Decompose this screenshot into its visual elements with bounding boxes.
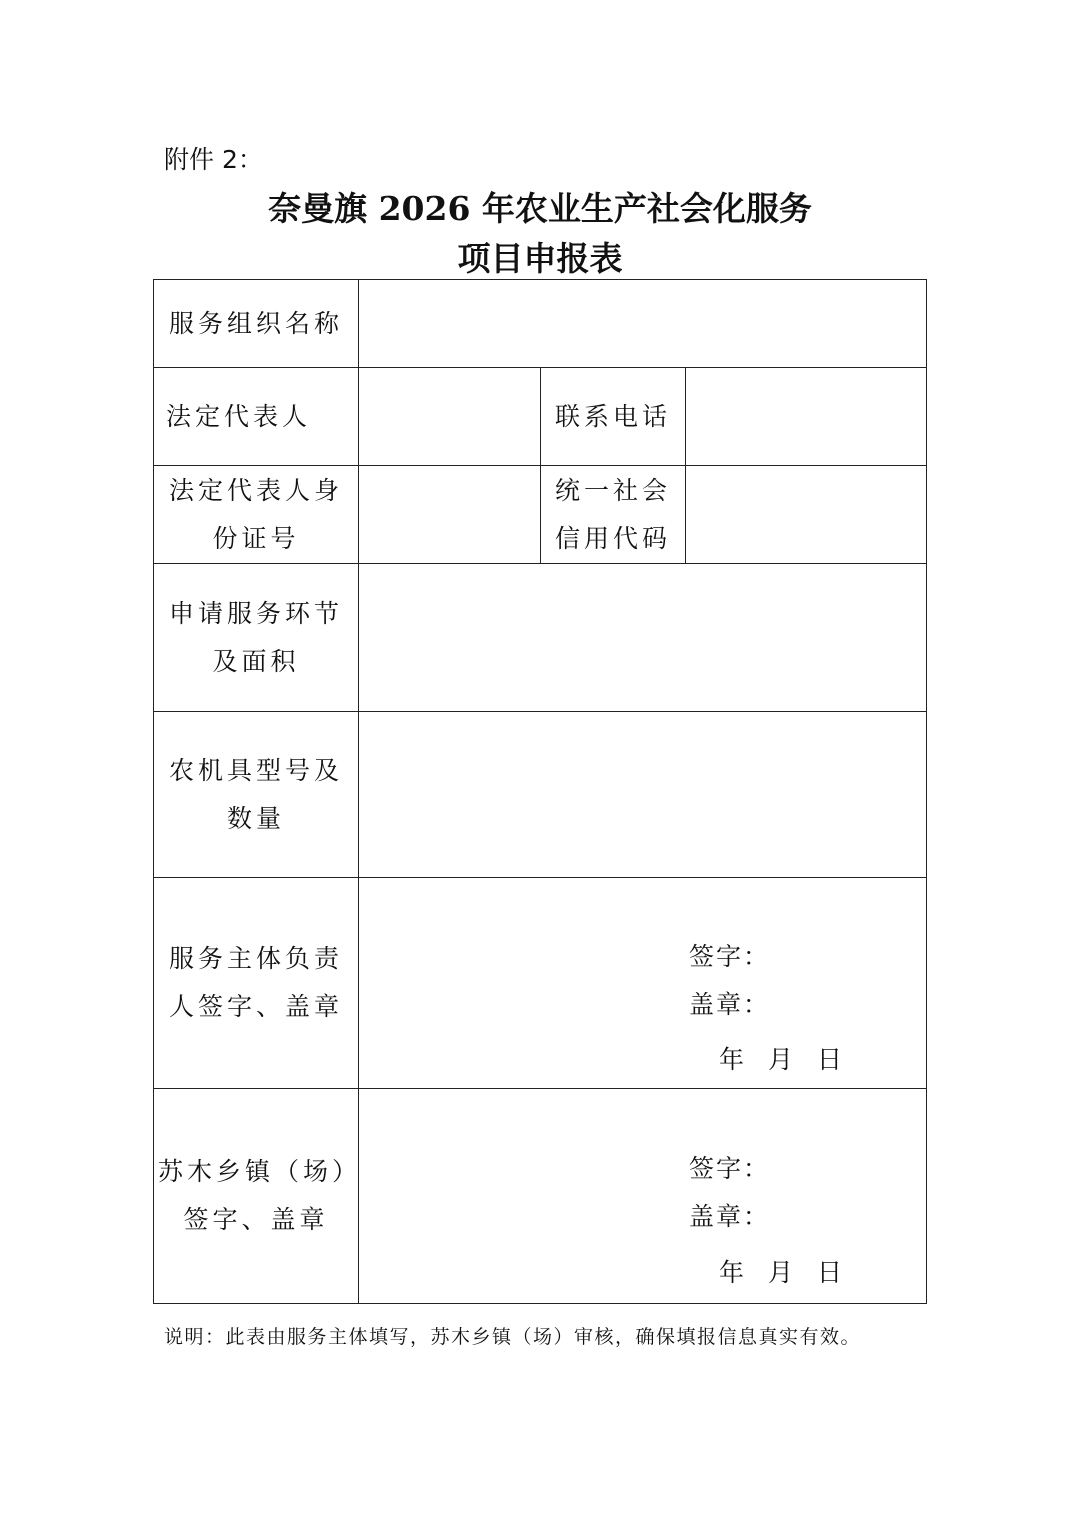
machinery-label-line1: 农机具型号及: [168, 755, 343, 785]
row-machinery: [154, 712, 927, 878]
town-seal-label-text: 盖章：: [689, 1202, 771, 1231]
legal-rep-id-label-line2: 份证号: [212, 523, 300, 553]
machinery-field[interactable]: [359, 712, 927, 878]
town-sign-label: [154, 1089, 362, 1304]
principal-date-month: 月: [768, 1045, 796, 1074]
principal-sign-label: [154, 878, 359, 1089]
credit-code-field[interactable]: [686, 466, 927, 564]
town-sign-field[interactable]: [359, 1089, 927, 1304]
form-subtitle: 项目申报表: [457, 239, 623, 278]
town-date-line: [719, 1253, 866, 1289]
row-legal-rep: [154, 368, 927, 466]
principal-sign-label-text: 签字：: [689, 942, 771, 971]
contact-phone-label-text: 联系电话: [554, 401, 671, 431]
form-title: 奈曼旗 2026 年农业生产社会化服务: [268, 189, 812, 228]
town-date-year: 年: [719, 1258, 747, 1287]
row-org-name: [154, 280, 927, 368]
town-sign-label-line1: 苏木乡镇（场）: [158, 1157, 362, 1186]
legal-rep-label-text: 法定代表人: [166, 401, 312, 431]
service-area-label-line2: 及面积: [212, 646, 300, 676]
principal-seal-label-text: 盖章：: [689, 990, 771, 1019]
service-area-label: [154, 564, 359, 712]
row-town-sign: [154, 1089, 927, 1304]
org-name-field[interactable]: [359, 280, 927, 368]
principal-sign-label-line1: 服务主体负责: [168, 944, 343, 973]
row-principal-sign: [154, 878, 927, 1089]
principal-date-line: [719, 1040, 866, 1076]
credit-code-label-line2: 信用代码: [554, 523, 671, 553]
principal-sign-field[interactable]: [359, 878, 927, 1089]
machinery-label: [154, 712, 359, 878]
legal-rep-id-field[interactable]: [359, 466, 541, 564]
credit-code-label-line1: 统一社会: [554, 475, 671, 505]
contact-phone-field[interactable]: [686, 368, 927, 466]
service-area-label-line1: 申请服务环节: [168, 598, 343, 628]
legal-rep-label: [154, 368, 359, 466]
credit-code-label: [541, 466, 686, 564]
attachment-label: 附件 2：: [164, 145, 263, 174]
legal-rep-field[interactable]: [359, 368, 541, 466]
machinery-label-line2: 数量: [226, 803, 285, 833]
principal-date-year: 年: [719, 1045, 747, 1074]
application-form-table: [153, 279, 927, 1304]
org-name-label-text: 服务组织名称: [168, 308, 343, 338]
legal-rep-id-label: [154, 466, 359, 564]
form-note: 说明：此表由服务主体填写，苏木乡镇（场）审核，确保填报信息真实有效。: [164, 1326, 862, 1348]
service-area-field[interactable]: [359, 564, 927, 712]
row-service-area: [154, 564, 927, 712]
town-date-month: 月: [768, 1258, 796, 1287]
town-sign-label-line2: 签字、盖章: [183, 1205, 329, 1234]
legal-rep-id-label-line1: 法定代表人身: [168, 475, 343, 505]
row-id-credit: [154, 466, 927, 564]
principal-date-day: 日: [817, 1045, 845, 1074]
principal-sign-label-line2: 人签字、盖章: [168, 992, 343, 1021]
town-sign-label-text: 签字：: [689, 1154, 771, 1183]
org-name-label: [154, 280, 359, 368]
town-date-day: 日: [817, 1258, 845, 1287]
contact-phone-label: [541, 368, 686, 466]
